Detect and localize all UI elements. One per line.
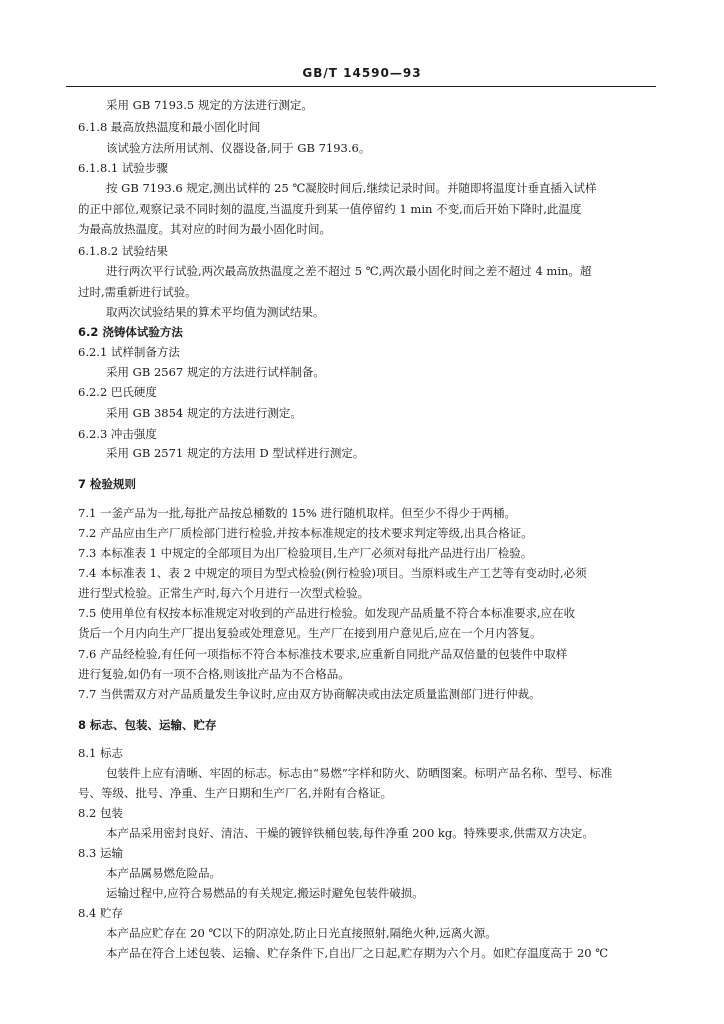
clause-line: 7.1 一釜产品为一批,每批产品按总桶数的 15% 进行随机取样。但至少不得少于两桶。 xyxy=(78,506,516,520)
section-heading: 7 检验规则 xyxy=(78,477,137,491)
text-line: 采用 GB 3854 规定的方法进行测定。 xyxy=(106,406,302,420)
subsection-heading: 6.2.2 巴氏硬度 xyxy=(78,385,157,399)
header-rule xyxy=(66,86,656,87)
clause-line: 7.7 当供需双方对产品质量发生争议时,应由双方协商解决或由法定质量监测部门进行仲裁。 xyxy=(78,687,541,701)
section-heading: 8 标志、包装、运输、贮存 xyxy=(78,718,217,732)
text-line: 进行复验,如仍有一项不合格,则该批产品为不合格品。 xyxy=(78,667,350,681)
text-line: 过时,需重新进行试验。 xyxy=(78,285,197,299)
clause-line: 7.3 本标准表 1 中规定的全部项目为出厂检验项目,生产厂必须对每批产品进行出厂检验。 xyxy=(78,546,533,560)
subsection-heading: 8.2 包装 xyxy=(78,806,123,820)
subsection-heading: 6.2.3 冲击强度 xyxy=(78,427,157,441)
page-header-standard-code: GB/T 14590—93 xyxy=(302,66,422,80)
section-heading: 6.2 浇铸体试验方法 xyxy=(78,325,183,339)
subsection-heading: 8.4 贮存 xyxy=(78,906,123,920)
clause-line: 7.5 使用单位有权按本标准规定对收到的产品进行检验。如发现产品质量不符合本标准要求,应在收 xyxy=(78,606,576,620)
text-line: 采用 GB 2567 规定的方法进行试样制备。 xyxy=(106,365,325,379)
text-line: 本产品应贮存在 20 ℃以下的阴凉处,防止日光直接照射,隔绝火种,远离火源。 xyxy=(106,926,497,940)
subsection-heading: 6.1.8.2 试验结果 xyxy=(78,244,168,258)
text-line: 进行两次平行试验,两次最高放热温度之差不超过 5 ℃,两次最小固化时间之差不超过 4 min。超 xyxy=(106,264,592,278)
clause-line: 7.4 本标准表 1、表 2 中规定的项目为型式检验(例行检验)项目。当原料或生产工艺等有变动时,必须 xyxy=(78,566,587,580)
text-line: 本产品属易燃危险品。 xyxy=(106,866,221,880)
text-line: 进行型式检验。正常生产时,每六个月进行一次型式检验。 xyxy=(78,586,370,600)
text-line: 运输过程中,应符合易燃品的有关规定,搬运时避免包装件破损。 xyxy=(106,886,424,900)
subsection-heading: 6.2.1 试样制备方法 xyxy=(78,345,180,359)
text-line: 本产品采用密封良好、清洁、干燥的镀锌铁桶包装,每件净重 200 kg。特殊要求,供需双方决定。 xyxy=(106,826,594,840)
clause-line: 7.2 产品应由生产厂质检部门进行检验,并按本标准规定的技术要求判定等级,出具合格证。 xyxy=(78,526,533,540)
subsection-heading: 8.1 标志 xyxy=(78,746,123,760)
subsection-heading: 6.1.8.1 试验步骤 xyxy=(78,161,168,175)
text-line: 采用 GB 2571 规定的方法用 D 型试样进行测定。 xyxy=(106,446,365,460)
subsection-heading: 6.1.8 最高放热温度和最小固化时间 xyxy=(78,120,261,134)
text-line: 取两次试验结果的算术平均值为测试结果。 xyxy=(106,305,325,319)
text-line: 的正中部位,观察记录不同时刻的温度,当温度升到某一值停留约 1 min 不变,而后开始下降时,此温度 xyxy=(78,202,582,216)
text-line: 该试验方法所用试剂、仪器设备,同于 GB 7193.6。 xyxy=(106,141,371,155)
text-line: 采用 GB 7193.5 规定的方法进行测定。 xyxy=(106,98,313,112)
text-line: 为最高放热温度。其对应的时间为最小固化时间。 xyxy=(78,222,331,236)
text-line: 货后一个月内向生产厂提出复验或处理意见。生产厂在接到用户意见后,应在一个月内答复。 xyxy=(78,626,542,640)
text-line: 本产品在符合上述包装、运输、贮存条件下,自出厂之日起,贮存期为六个月。如贮存温度高于 20 ℃ xyxy=(106,946,609,960)
subsection-heading: 8.3 运输 xyxy=(78,846,123,860)
text-line: 号、等级、批号、净重、生产日期和生产厂名,并附有合格证。 xyxy=(78,786,393,800)
text-line: 按 GB 7193.6 规定,测出试样的 25 ℃凝胶时间后,继续记录时间。并随即将温度计垂直插入试样 xyxy=(106,181,597,195)
clause-line: 7.6 产品经检验,有任何一项指标不符合本标准技术要求,应重新自同批产品双倍量的包装件中取样 xyxy=(78,647,568,661)
text-line: 包装件上应有清晰、牢固的标志。标志由“易燃”字样和防火、防晒图案。标明产品名称、型号、标准 xyxy=(106,766,613,780)
